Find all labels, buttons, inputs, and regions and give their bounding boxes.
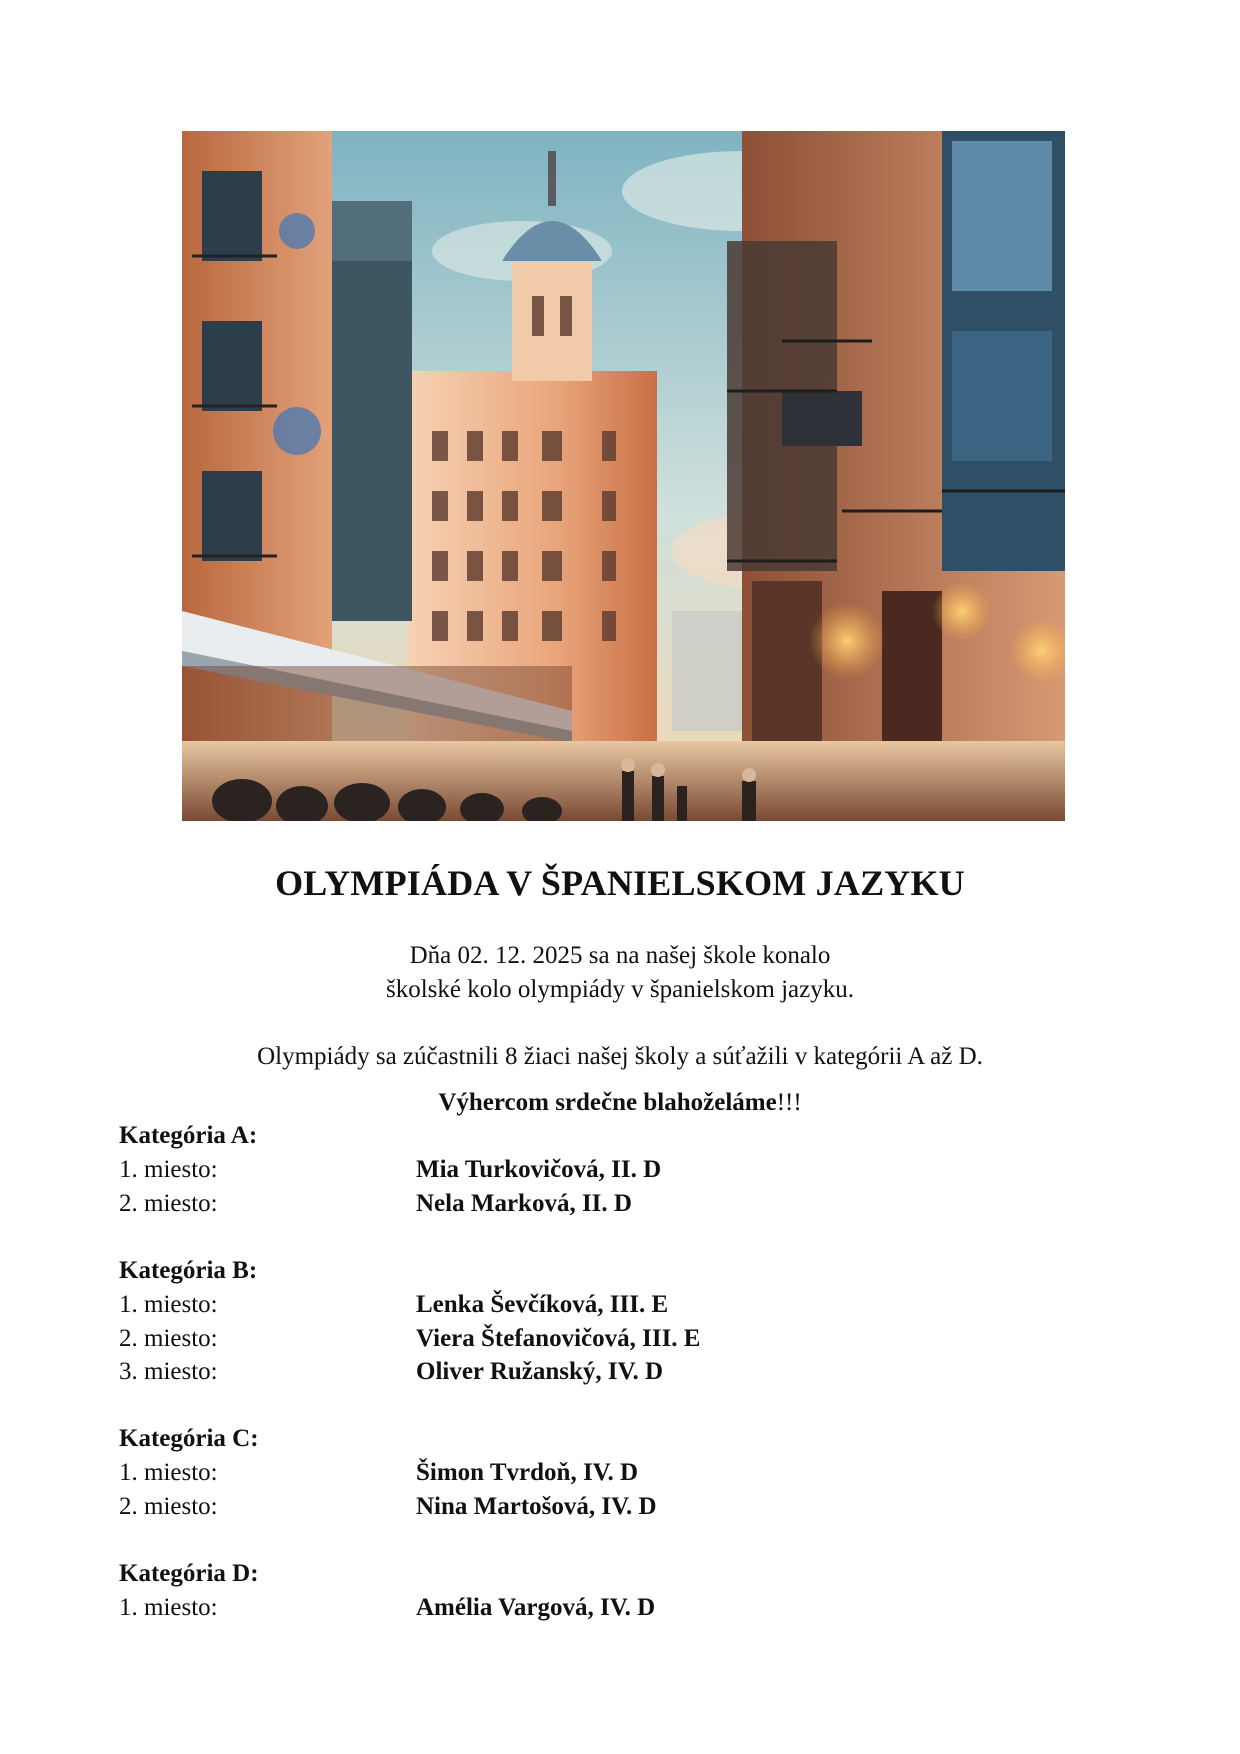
result-winner: Lenka Ševčíková, III. E — [416, 1291, 669, 1318]
result-place: 1. miesto: — [119, 1156, 218, 1183]
result-winner: Amélia Vargová, IV. D — [416, 1594, 656, 1621]
category-a-heading: Kategória A: — [119, 1122, 258, 1149]
result-place: 1. miesto: — [119, 1291, 218, 1318]
page-title: OLYMPIÁDA V ŠPANIELSKOM JAZYKU — [275, 863, 965, 903]
result-place: 1. miesto: — [119, 1594, 218, 1621]
result-place: 2. miesto: — [119, 1325, 218, 1352]
congratulations-line — [0, 1089, 1240, 1117]
result-row — [119, 1190, 1119, 1224]
result-winner: Oliver Ružanský, IV. D — [416, 1358, 664, 1385]
congratulations-tail: !!! — [776, 1089, 802, 1116]
intro-line-2: školské kolo olympiády v španielskom jazyku. — [385, 976, 854, 1003]
result-winner: Nina Martošová, IV. D — [416, 1493, 657, 1520]
result-row — [119, 1291, 1119, 1325]
result-row — [119, 1493, 1119, 1527]
category-c-heading: Kategória C: — [119, 1425, 259, 1452]
category-b-heading: Kategória B: — [119, 1257, 258, 1284]
result-place: 2. miesto: — [119, 1493, 218, 1520]
result-winner: Mia Turkovičová, II. D — [416, 1156, 662, 1183]
result-winner: Viera Štefanovičová, III. E — [416, 1325, 701, 1352]
result-row — [119, 1594, 1119, 1628]
result-row — [119, 1358, 1119, 1392]
result-winner: Nela Marková, II. D — [416, 1190, 632, 1217]
result-row — [119, 1156, 1119, 1190]
result-row — [119, 1325, 1119, 1359]
result-winner: Šimon Tvrdoň, IV. D — [416, 1459, 639, 1486]
congratulations-bold: Výhercom srdečne blahoželáme — [438, 1089, 777, 1116]
street-illustration — [182, 131, 1065, 821]
result-place: 3. miesto: — [119, 1358, 218, 1385]
result-place: 2. miesto: — [119, 1190, 218, 1217]
intro-line-1: Dňa 02. 12. 2025 sa na našej škole konalo — [409, 942, 831, 969]
participants-text: Olympiády sa zúčastnili 8 žiaci našej školy a súťažili v kategórii A až D. — [257, 1043, 983, 1070]
result-place: 1. miesto: — [119, 1459, 218, 1486]
result-row — [119, 1459, 1119, 1493]
category-d-heading: Kategória D: — [119, 1560, 259, 1587]
